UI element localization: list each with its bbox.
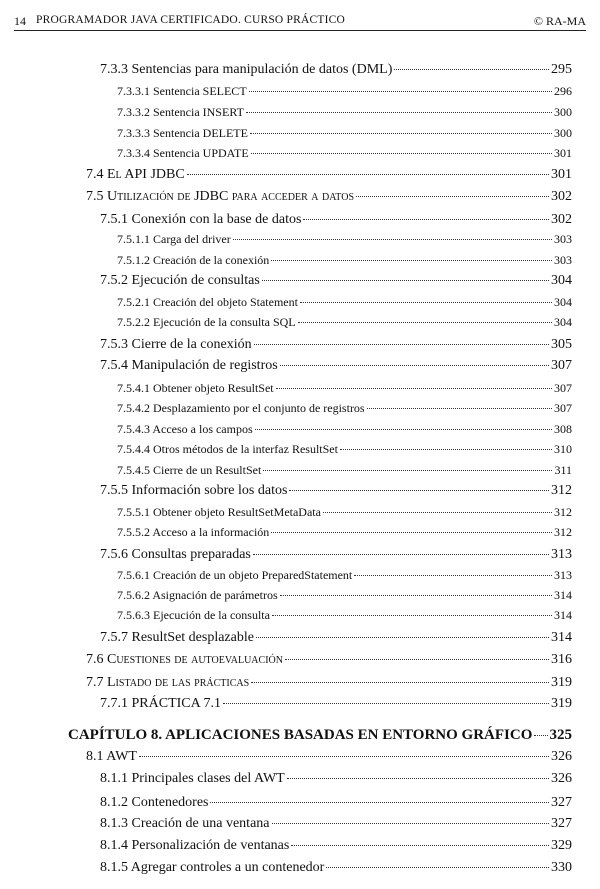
toc-entry-page: 319 [551, 675, 572, 690]
dot-leader [251, 153, 552, 154]
dot-leader [303, 219, 549, 220]
dot-leader [289, 490, 549, 491]
dot-leader [272, 615, 552, 616]
toc-entry [100, 273, 572, 289]
toc-entry [117, 381, 572, 396]
toc-entry-title: 8.1.2 Contenedores [100, 795, 209, 810]
toc-entry [117, 505, 572, 520]
toc-entry [100, 795, 572, 811]
page-number: 14 [14, 14, 26, 28]
toc-entry [86, 189, 572, 205]
toc-entry-title: 7.5.2 Ejecución de consultas [100, 273, 260, 288]
toc-entry-title: 7.3.3 Sentencias para manipulación de datos (DML) [100, 62, 393, 77]
toc-entry-title: 7.5.1 Conexión con la base de datos [100, 212, 302, 227]
toc-entry-title: 7.4 El API JDBC [86, 167, 185, 182]
toc-entry [117, 232, 572, 247]
toc-entry [117, 608, 572, 623]
toc-entry-title: 7.5.6.2 Asignación de parámetros [117, 588, 278, 602]
toc-entry-title: 7.6 Cuestiones de autoevaluación [86, 652, 283, 667]
toc-entry [100, 62, 572, 78]
dot-leader [251, 682, 549, 683]
toc-entry-page: 304 [551, 273, 572, 288]
dot-leader [340, 449, 552, 450]
toc-entry-page: 305 [551, 337, 572, 352]
toc-entry [100, 547, 572, 563]
book-title: PROGRAMADOR JAVA CERTIFICADO. CURSO PRÁCTICO [36, 14, 345, 26]
dot-leader [300, 302, 552, 303]
toc-entry-page: 314 [554, 588, 572, 602]
dot-leader [139, 756, 549, 757]
toc-entry-title: 7.5.4.1 Obtener objeto ResultSet [117, 381, 274, 395]
toc-entry [117, 463, 572, 478]
toc-entry-title: 8.1.3 Creación de una ventana [100, 816, 270, 831]
toc-entry [86, 675, 572, 691]
toc-entry-title: 7.5.1.1 Carga del driver [117, 232, 231, 246]
toc-entry-page: 327 [551, 795, 572, 810]
dot-leader [233, 239, 552, 240]
dot-leader [287, 778, 549, 779]
toc-entry-page: 307 [551, 358, 572, 373]
toc-entry-title: 8.1.5 Agregar controles a un contenedor [100, 860, 325, 875]
toc-entry [117, 253, 572, 268]
publisher: © RA-MA [533, 14, 586, 28]
dot-leader [280, 365, 549, 366]
toc-entry-title: 7.7.1 PRÁCTICA 7.1 [100, 696, 221, 711]
toc-entry [117, 401, 572, 416]
toc-entry-page: 312 [551, 483, 572, 498]
dot-leader [255, 429, 552, 430]
toc-entry [86, 652, 572, 668]
toc-entry-title: 7.5.3 Cierre de la conexión [100, 337, 252, 352]
toc-entry [100, 838, 572, 854]
toc-entry [86, 749, 572, 765]
toc-entry-title: 7.5.4 Manipulación de registros [100, 358, 278, 373]
toc-entry-title: 7.3.3.3 Sentencia DELETE [117, 126, 248, 140]
toc-entry [100, 696, 572, 712]
dot-leader [187, 174, 549, 175]
toc-entry-page: 296 [554, 84, 572, 98]
dot-leader [256, 637, 549, 638]
toc-entry-title: 8.1 AWT [86, 749, 137, 764]
toc-entry-title: 7.3.3.1 Sentencia SELECT [117, 84, 247, 98]
toc-entry-page: 316 [551, 652, 572, 667]
toc-entry [117, 84, 572, 99]
toc-entry-title: 7.5.5.2 Acceso a la información [117, 525, 270, 539]
dot-leader [367, 408, 552, 409]
toc-entry-title: 8.1.4 Personalización de ventanas [100, 838, 290, 853]
toc-entry-title: 7.5.6 Consultas preparadas [100, 547, 251, 562]
toc-entry [117, 568, 572, 583]
toc-entry-page: 329 [551, 838, 572, 853]
toc-entry-title: 7.5.4.2 Desplazamiento por el conjunto de registros [117, 401, 365, 415]
dot-leader [326, 867, 549, 868]
toc-entry-page: 304 [554, 315, 572, 329]
toc-entry-page: 302 [551, 189, 572, 204]
toc-entry-page: 301 [551, 167, 572, 182]
toc-entry-page: 307 [554, 381, 572, 395]
toc-entry-page: 311 [554, 463, 572, 477]
running-header [14, 10, 586, 30]
dot-leader [253, 554, 549, 555]
toc-entry-page: 312 [554, 525, 572, 539]
toc-entry [117, 146, 572, 161]
toc-entry-page: 303 [554, 232, 572, 246]
toc-entry-page: 303 [554, 253, 572, 267]
toc-entry-page: 302 [551, 212, 572, 227]
toc-entry-title: 7.3.3.2 Sentencia INSERT [117, 105, 244, 119]
toc-entry-title: 7.7 Listado de las prácticas [86, 675, 250, 690]
toc-entry-title: 8.1.1 Principales clases del AWT [100, 771, 285, 786]
toc-entry-title: 7.5 Utilización de JDBC para acceder a datos [86, 189, 355, 204]
toc-entry-title: 7.5.2.2 Ejecución de la consulta SQL [117, 315, 296, 329]
dot-leader [272, 823, 550, 824]
toc-entry-page: 307 [554, 401, 572, 415]
toc-entry [100, 860, 572, 876]
toc-entry [100, 630, 572, 646]
dot-leader [354, 575, 552, 576]
toc-entry-page: 314 [551, 630, 572, 645]
dot-leader [298, 322, 552, 323]
toc-entry [117, 126, 572, 141]
toc-entry-page: 308 [554, 422, 572, 436]
toc-entry-page: 313 [551, 547, 572, 562]
dot-leader [249, 91, 552, 92]
header-rule [14, 30, 586, 31]
toc-entry-title: 7.5.4.5 Cierre de un ResultSet [117, 463, 262, 477]
toc-entry-page: 325 [549, 727, 572, 743]
toc-entry-page: 330 [551, 860, 572, 875]
toc-entry-page: 326 [551, 749, 572, 764]
dot-leader [323, 512, 552, 513]
toc-entry-page: 327 [551, 816, 572, 831]
toc-entry-page: 319 [551, 696, 572, 711]
toc-entry-title: 7.5.4.4 Otros métodos de la interfaz ResultSet [117, 442, 338, 456]
dot-leader [254, 344, 549, 345]
dot-leader [356, 196, 549, 197]
dot-leader [394, 69, 549, 70]
dot-leader [246, 112, 552, 113]
dot-leader [280, 595, 552, 596]
toc-entry-page: 312 [554, 505, 572, 519]
toc-entry-page: 326 [551, 771, 572, 786]
toc-entry-page: 300 [554, 126, 572, 140]
toc-entry [117, 422, 572, 437]
toc-entry-title: 7.5.6.1 Creación de un objeto PreparedStatement [117, 568, 353, 582]
toc-entry-title: 7.5.6.3 Ejecución de la consulta [117, 608, 270, 622]
toc-entry [117, 105, 572, 120]
toc-entry-title: 7.5.1.2 Creación de la conexión [117, 253, 270, 267]
toc-entry [117, 588, 572, 603]
dot-leader [285, 659, 549, 660]
dot-leader [223, 703, 549, 704]
dot-leader [250, 133, 552, 134]
toc-entry-page: 310 [554, 442, 572, 456]
dot-leader [276, 388, 552, 389]
toc-entry [117, 525, 572, 540]
toc-entry [117, 315, 572, 330]
toc-entry-title: 7.5.5 Información sobre los datos [100, 483, 288, 498]
dot-leader [271, 532, 552, 533]
toc-entry-title: 7.5.5.1 Obtener objeto ResultSetMetaData [117, 505, 321, 519]
toc-entry-page: 301 [554, 146, 572, 160]
dot-leader [263, 470, 552, 471]
toc-entry [100, 483, 572, 499]
toc-entry [117, 442, 572, 457]
dot-leader [291, 845, 549, 846]
toc-entry-title: 7.5.4.3 Acceso a los campos [117, 422, 253, 436]
dot-leader [534, 735, 547, 736]
dot-leader [210, 802, 549, 803]
toc-entry-title: 7.5.7 ResultSet desplazable [100, 630, 254, 645]
toc-entry [86, 167, 572, 183]
toc-entry-page: 314 [554, 608, 572, 622]
toc-entry-page: 295 [551, 62, 572, 77]
toc-entry [100, 337, 572, 353]
toc-entry [68, 727, 572, 744]
toc-entry [100, 771, 572, 787]
toc-entry [100, 212, 572, 228]
toc-entry-page: 300 [554, 105, 572, 119]
toc-entry [100, 358, 572, 374]
dot-leader [262, 280, 549, 281]
toc-entry [100, 816, 572, 832]
toc-entry-title: CAPÍTULO 8. APLICACIONES BASADAS EN ENTORNO GRÁFICO [68, 727, 533, 743]
toc-entry-page: 313 [554, 568, 572, 582]
toc-entry [117, 295, 572, 310]
toc-entry-title: 7.3.3.4 Sentencia UPDATE [117, 146, 249, 160]
toc-entry-title: 7.5.2.1 Creación del objeto Statement [117, 295, 298, 309]
toc-entry-page: 304 [554, 295, 572, 309]
dot-leader [271, 260, 552, 261]
